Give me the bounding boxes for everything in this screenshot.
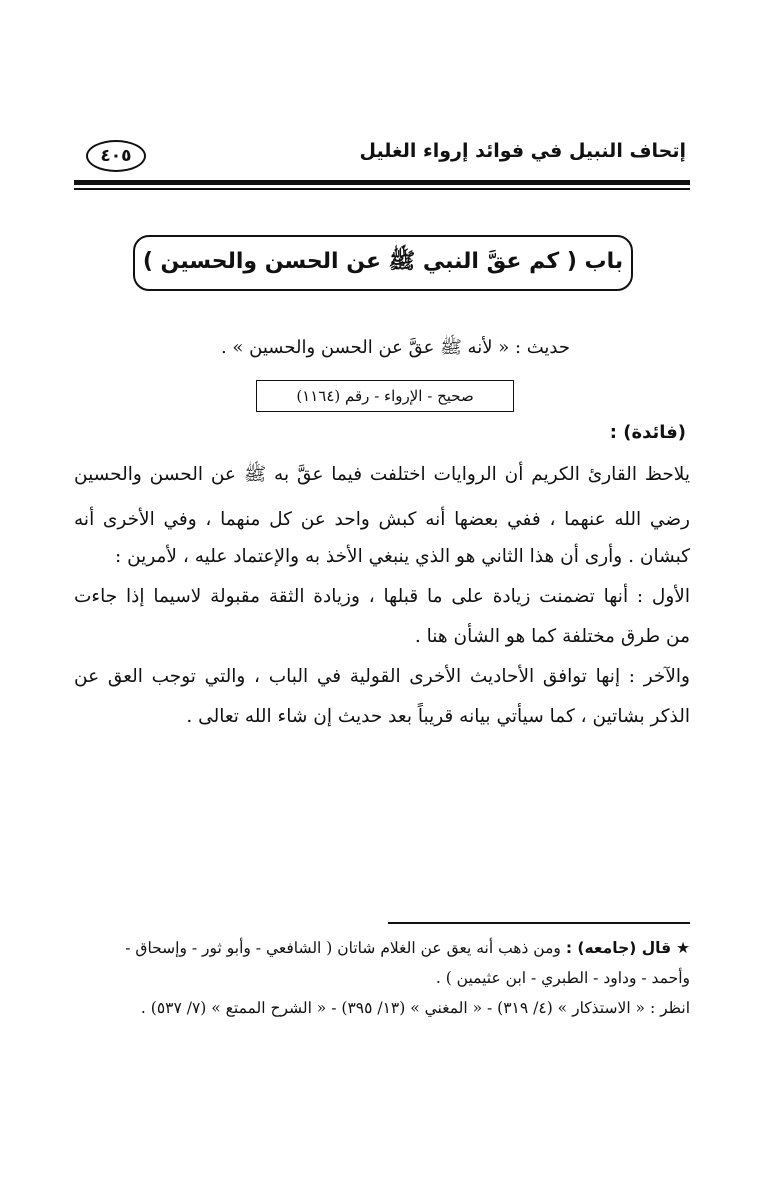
body-line: الأول : أنها تضمنت زيادة على ما قبلها ، وزيادة الثقة مقبولة لاسيما إذا جاءت	[74, 586, 690, 607]
footnote-line-3: انظر : « الاستذكار » (٤/ ٣١٩) - « المغني » (١٣/ ٣٩٥) - « الشرح الممتع » (٧/ ٥٣٧) .	[140, 999, 690, 1017]
body-line: رضي الله عنهما ، ففي بعضها أنه كبش واحد عن كل منهما ، وفي الأخرى أنه	[74, 509, 690, 530]
body-line: من طرق مختلفة كما هو الشأن هنا .	[414, 626, 690, 647]
body-line: كبشان . وأرى أن هذا الثاني هو الذي ينبغي الأخذ به والإعتماد عليه ، لأمرين :	[114, 546, 690, 567]
hadith-grade-box	[256, 380, 514, 412]
star-icon: ★	[676, 939, 690, 957]
page-number: ٤٠٥	[86, 140, 146, 172]
footnote-label: قال (جامعه) :	[565, 939, 672, 957]
footnote-rule	[388, 922, 690, 924]
header-rule-thick	[74, 180, 690, 185]
hadith-grade: صحيح - الإرواء - رقم (١١٦٤)	[296, 387, 474, 405]
running-title: إتحاف النبيل في فوائد إرواء الغليل	[359, 140, 686, 162]
body-line: والآخر : إنها توافق الأحاديث الأخرى القولية في الباب ، والتي توجب العق عن	[74, 666, 690, 687]
header-rule-thin	[74, 188, 690, 190]
footnote-line-2: وأحمد - وداود - الطبري - ابن عثيمين ) .	[435, 969, 690, 987]
hadith-text: حديث : « لأنه ﷺ عقَّ عن الحسن والحسين » .	[220, 337, 570, 358]
body-line: الذكر بشاتين ، كما سيأتي بيانه قريباً بعد حديث إن شاء الله تعالى .	[186, 706, 690, 727]
footnote-text: ومن ذهب أنه يعق عن الغلام شاتان ( الشافعي - وأبو ثور - وإسحاق -	[125, 939, 561, 957]
faida-heading: (فائدة) :	[609, 422, 686, 443]
footnote-line-1	[74, 934, 690, 962]
chapter-title-box	[133, 235, 633, 291]
chapter-title: باب ( كم عقَّ النبي ﷺ عن الحسن والحسين )	[142, 249, 624, 274]
body-line: يلاحظ القارئ الكريم أن الروايات اختلفت فيما عقَّ به ﷺ عن الحسن والحسين	[74, 464, 690, 485]
